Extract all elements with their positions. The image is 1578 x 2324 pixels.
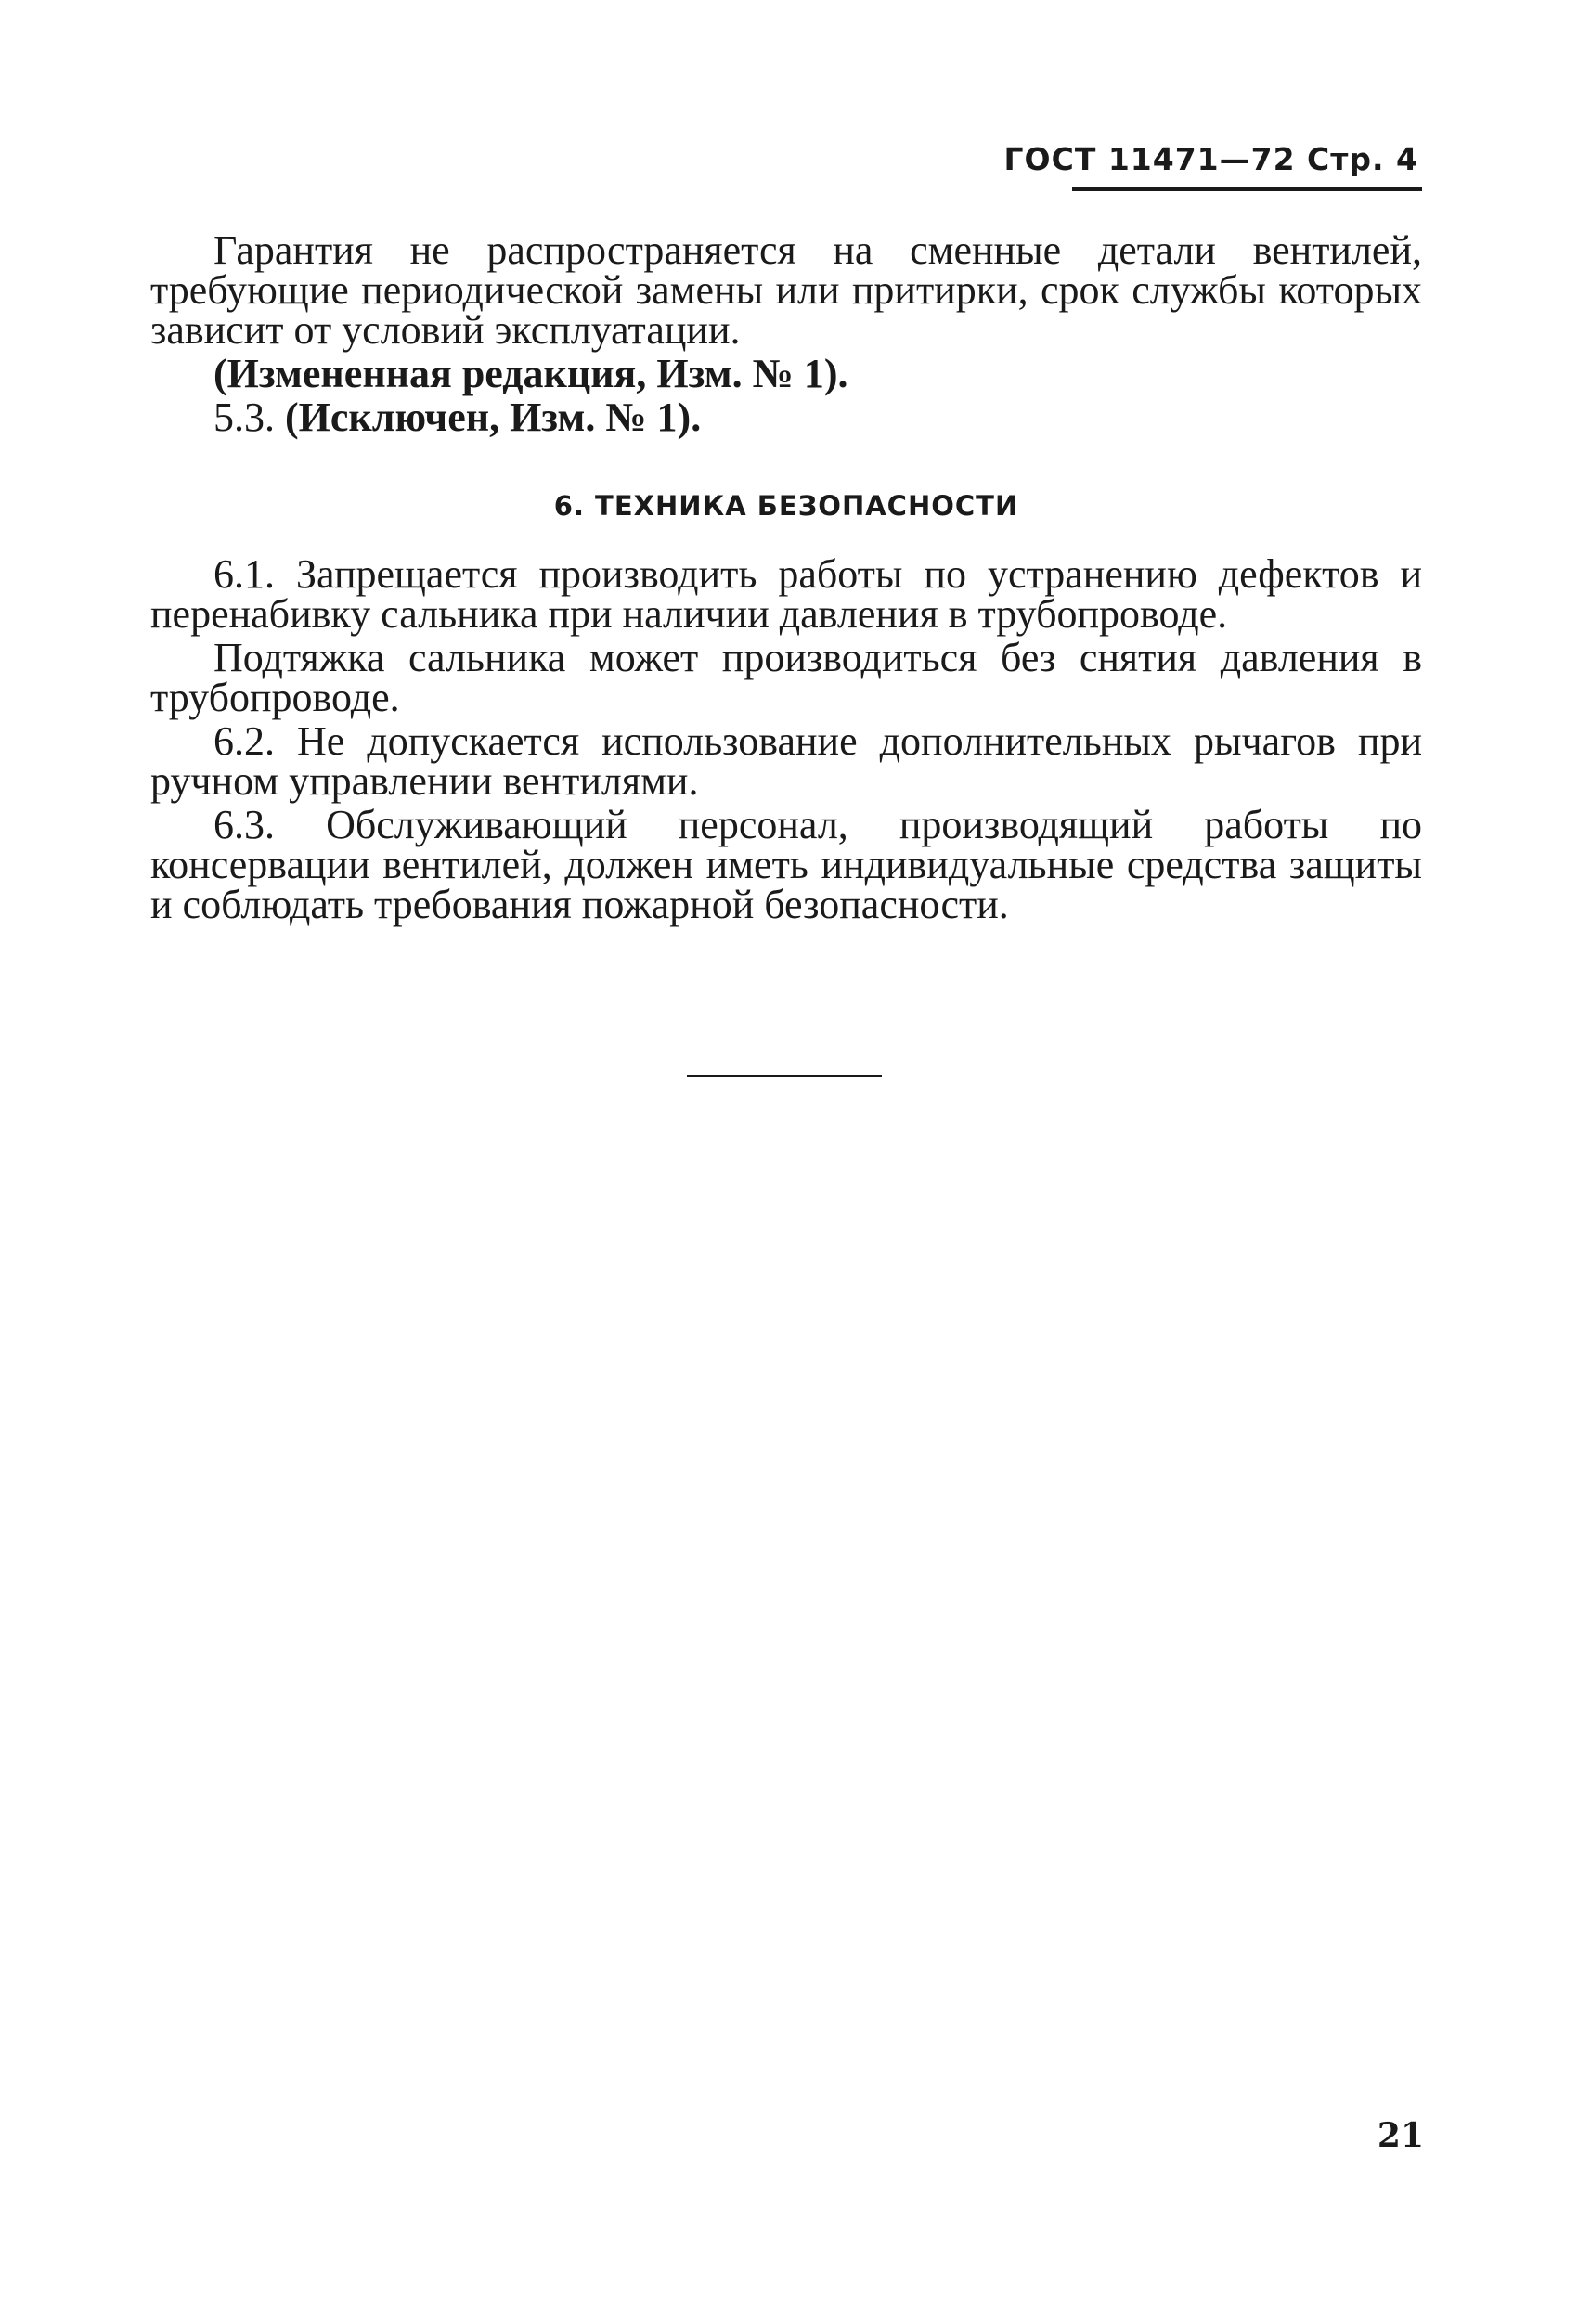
amendment-note: (Измененная редакция, Изм. № 1). <box>213 351 848 396</box>
item-5-3-exclusion-note: (Исключен, Изм. № 1). <box>285 394 702 440</box>
clause-6-1-continued: Подтяжка сальника может производиться без снятия давления в трубопроводе. <box>150 635 1422 720</box>
item-5-3 <box>150 394 1422 440</box>
page-number: 21 <box>1377 2116 1424 2155</box>
document-body <box>150 227 1422 927</box>
clause-6-3: 6.3. Обслуживающий персонал, производящий работы по консервации вентилей, должен иметь индивидуальные средства защиты и соблюдать требования пожарной безопасности. <box>150 802 1422 927</box>
clause-6-1: 6.1. Запрещается производить работы по устранению дефектов и перенабивку сальника при наличии давления в трубопроводе. <box>150 551 1422 637</box>
header-rule <box>1072 187 1422 191</box>
standard-designation: ГОСТ 11471—72 <box>1003 141 1296 177</box>
item-5-3-text: 5.3. (Исключен, Изм. № 1). <box>213 394 702 440</box>
section-title: 6. ТЕХНИКА БЕЗОПАСНОСТИ <box>553 490 1019 522</box>
page-reference: Стр. 4 <box>1307 141 1418 177</box>
warranty-paragraph: Гарантия не распространяется на сменные детали вентилей, требующие периодической замены или притирки, срок службы которых зависит от условий эксплуатации. <box>150 227 1422 353</box>
running-header <box>1004 141 1418 177</box>
end-of-text-rule <box>687 1075 882 1077</box>
clause-6-2: 6.2. Не допускается использование дополнительных рычагов при ручном управлении вентилями. <box>150 718 1422 804</box>
